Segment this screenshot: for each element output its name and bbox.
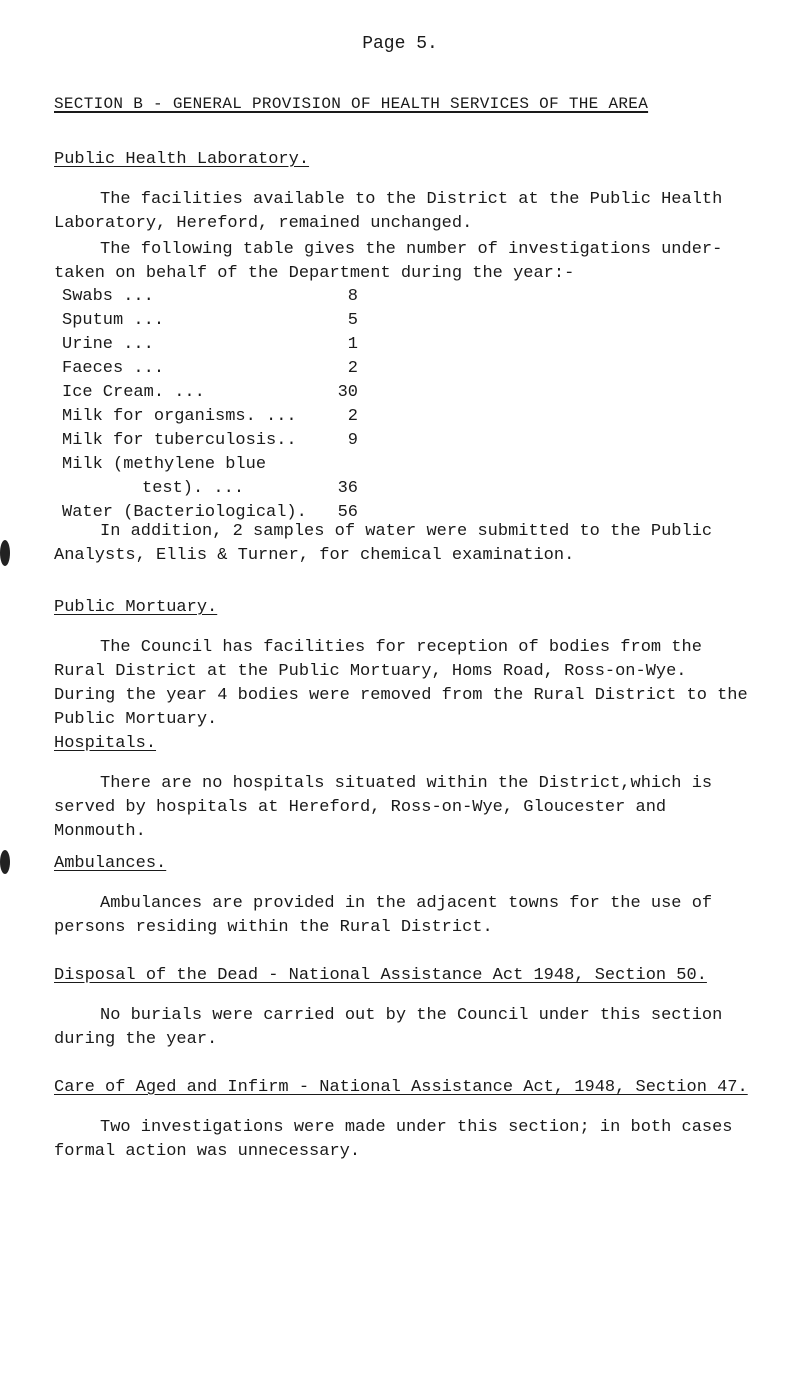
ambulances-paragraph (54, 892, 774, 940)
investigation-count: 8 (347, 287, 358, 306)
section-title: SECTION B - GENERAL PROVISION OF HEALTH SERVICES OF THE AREA (54, 95, 649, 113)
page-number: Page 5. (362, 34, 438, 54)
investigation-label: Urine ... (62, 335, 154, 354)
investigation-count: 1 (347, 335, 358, 354)
investigation-count: 9 (347, 431, 358, 450)
mortuary-paragraph-line: The Council has facilities for reception of bodies from the (100, 638, 702, 657)
investigation-count: 30 (337, 383, 358, 402)
investigation-row (62, 453, 382, 477)
mortuary-paragraph (54, 636, 774, 732)
laboratory-paragraph-1-line: Laboratory, Hereford, remained unchanged. (54, 214, 473, 233)
investigation-label: Swabs ... (62, 287, 154, 306)
disposal-paragraph-line: during the year. (54, 1030, 218, 1049)
mortuary-paragraph-line: Rural District at the Public Mortuary, Homs Road, Ross-on-Wye. (54, 662, 687, 681)
laboratory-heading: Public Health Laboratory. (54, 150, 310, 169)
investigation-count: 2 (347, 359, 358, 378)
laboratory-paragraph-3 (54, 520, 774, 568)
laboratory-paragraph-2-line: taken on behalf of the Department during the year:- (54, 264, 575, 283)
disposal-paragraph-line: No burials were carried out by the Council under this section (100, 1006, 723, 1025)
ambulances-paragraph-line: persons residing within the Rural District. (54, 918, 493, 937)
laboratory-paragraph-1 (54, 188, 774, 236)
laboratory-paragraph-3-line: In addition, 2 samples of water were submitted to the Public (100, 522, 713, 541)
investigations-table (62, 285, 382, 525)
investigation-row (62, 333, 382, 357)
investigation-row (62, 309, 382, 333)
laboratory-paragraph-2 (54, 238, 774, 286)
aged-heading: Care of Aged and Infirm - National Assistance Act, 1948, Section 47. (54, 1078, 748, 1097)
investigation-count: 36 (337, 479, 358, 498)
hospitals-paragraph-line: Monmouth. (54, 822, 146, 841)
investigation-count: 56 (337, 503, 358, 522)
investigation-row (62, 381, 382, 405)
investigation-count (330, 453, 358, 477)
investigation-label: Sputum ... (62, 311, 165, 330)
investigation-row (62, 429, 382, 453)
investigation-label: Ice Cream. ... (62, 383, 205, 402)
mortuary-heading: Public Mortuary. (54, 598, 218, 617)
investigation-count: 5 (347, 311, 358, 330)
aged-paragraph (54, 1116, 774, 1164)
disposal-paragraph (54, 1004, 774, 1052)
binding-hole-mark (0, 540, 10, 566)
investigation-row (62, 477, 382, 501)
aged-paragraph-line: Two investigations were made under this section; in both cases (100, 1118, 733, 1137)
hospitals-paragraph-line: There are no hospitals situated within the District,which is (100, 774, 713, 793)
investigation-count: 2 (347, 407, 358, 426)
laboratory-paragraph-3-line: Analysts, Ellis & Turner, for chemical examination. (54, 546, 575, 565)
hospitals-paragraph (54, 772, 774, 844)
investigation-label: Milk for tuberculosis.. (62, 431, 297, 450)
binding-hole-mark (0, 850, 10, 874)
investigation-row (62, 357, 382, 381)
investigation-row (62, 285, 382, 309)
ambulances-heading: Ambulances. (54, 854, 167, 873)
mortuary-paragraph-line: Public Mortuary. (54, 710, 218, 729)
hospitals-paragraph-line: served by hospitals at Hereford, Ross-on-Wye, Gloucester and (54, 798, 667, 817)
investigation-label: Milk for organisms. ... (62, 407, 297, 426)
mortuary-paragraph-line: During the year 4 bodies were removed from the Rural District to the (54, 686, 748, 705)
aged-paragraph-line: formal action was unnecessary. (54, 1142, 361, 1161)
investigation-label: Milk (methylene blue (62, 455, 267, 474)
laboratory-paragraph-2-line: The following table gives the number of investigations under- (100, 240, 723, 259)
investigation-label: Faeces ... (62, 359, 165, 378)
investigation-label: test). ... (142, 479, 245, 498)
investigation-row (62, 405, 382, 429)
disposal-heading: Disposal of the Dead - National Assistance Act 1948, Section 50. (54, 966, 707, 985)
investigation-label: Water (Bacteriological). (62, 503, 307, 522)
ambulances-paragraph-line: Ambulances are provided in the adjacent towns for the use of (100, 894, 713, 913)
laboratory-paragraph-1-line: The facilities available to the District at the Public Health (100, 190, 723, 209)
hospitals-heading: Hospitals. (54, 734, 157, 753)
